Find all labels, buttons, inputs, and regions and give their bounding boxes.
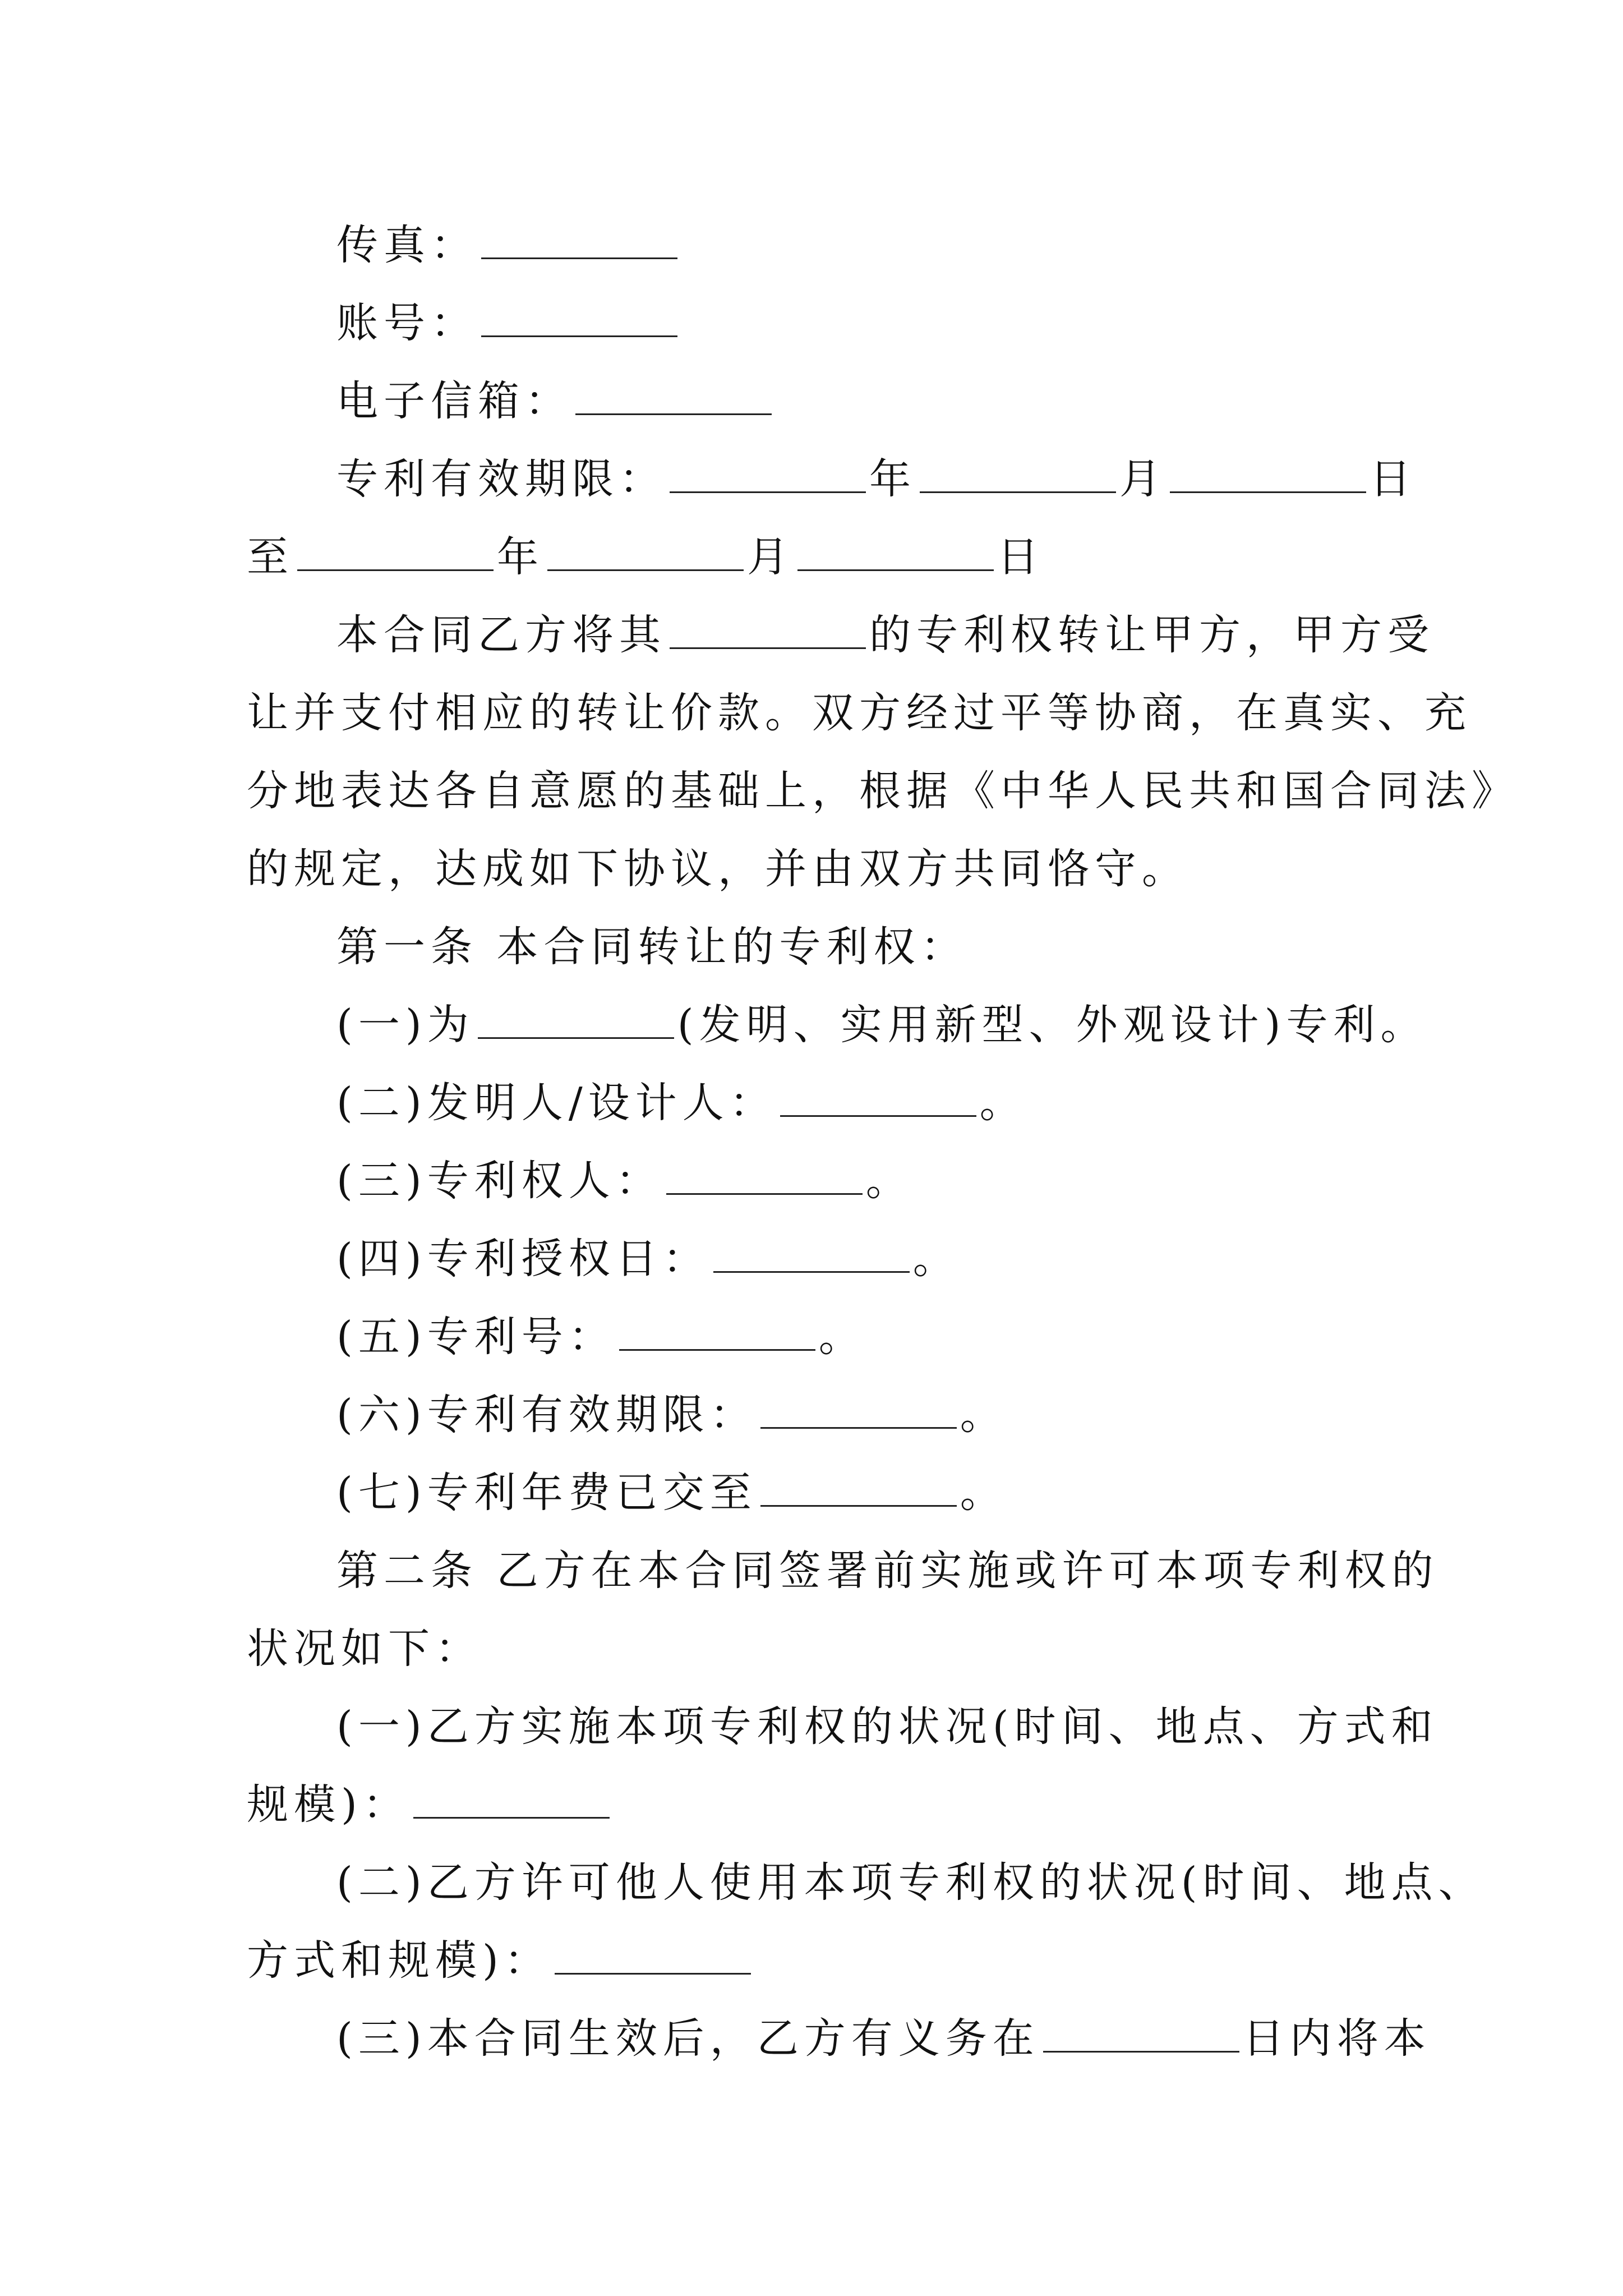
patentee-blank[interactable]	[666, 1154, 863, 1195]
clause-line	[247, 1921, 1402, 2000]
to-day-label: 日	[997, 533, 1044, 581]
day-label: 日	[1370, 455, 1417, 503]
clause-text: (二)乙方许可他人使用本项专利权的状况(时间、地点、	[336, 1858, 1486, 1907]
to-month-blank[interactable]	[547, 530, 744, 571]
annual-fee-blank[interactable]	[760, 1466, 957, 1507]
clause-end: 。	[818, 1313, 866, 1361]
clause-text: (七)专利年费已交至	[336, 1469, 757, 1517]
fax-line	[247, 206, 1402, 284]
clause-end: 。	[865, 1157, 913, 1205]
paragraph-line	[247, 596, 1435, 674]
paragraph-text-2: 的专利权转让甲方，甲方受	[869, 611, 1435, 659]
clause-line	[247, 986, 1428, 1064]
clause-line	[247, 1297, 1402, 1376]
paragraph-text: 分地表达各自意愿的基础上，根据《中华人民共和国合同法》	[247, 767, 1519, 815]
clause-text: 方式和规模)：	[247, 1936, 551, 1985]
email-line	[247, 362, 1402, 440]
to-month-label: 月	[747, 533, 794, 581]
article-title	[247, 908, 1402, 986]
clause-end: 。	[960, 1469, 1007, 1517]
validity-month-blank[interactable]	[920, 452, 1116, 493]
days-blank[interactable]	[1043, 2012, 1239, 2053]
clause-line	[247, 1453, 1402, 1532]
clause-line	[247, 1375, 1402, 1454]
clause-text-2: (发明、实用新型、外观设计)专利。	[677, 1001, 1428, 1049]
article-1-title: 第一条 本合同转让的专利权：	[336, 923, 968, 971]
clause-end: 。	[912, 1235, 960, 1283]
validity-to-line	[247, 518, 1402, 596]
license-blank[interactable]	[555, 1934, 751, 1975]
account-blank[interactable]	[481, 296, 677, 337]
paragraph-text: 状况如下：	[247, 1625, 482, 1673]
clause-text: (四)专利授权日：	[336, 1235, 710, 1283]
clause-line	[247, 1142, 1402, 1220]
patent-validity-blank[interactable]	[760, 1388, 957, 1429]
clause-text: (三)专利权人：	[336, 1157, 663, 1205]
to-day-blank[interactable]	[797, 530, 994, 571]
paragraph-text: 本合同乙方将其	[336, 611, 666, 659]
paragraph-line	[247, 674, 1472, 752]
paragraph-line	[247, 1609, 1402, 1688]
to-year-blank[interactable]	[297, 530, 494, 571]
clause-text: (三)本合同生效后，乙方有义务在	[336, 2014, 1040, 2063]
paragraph-line	[247, 752, 1519, 830]
validity-day-blank[interactable]	[1170, 452, 1366, 493]
patent-number-blank[interactable]	[619, 1310, 815, 1351]
clause-text: (二)发明人/设计人：	[336, 1079, 777, 1127]
paragraph-text: 的规定，达成如下协议，并由双方共同恪守。	[247, 845, 1189, 893]
clause-text-2: 日内将本	[1242, 2014, 1431, 2063]
clause-text: (一)为	[336, 1001, 474, 1049]
clause-line	[247, 1765, 1402, 1844]
validity-year-blank[interactable]	[670, 452, 866, 493]
patent-type-blank[interactable]	[478, 998, 674, 1039]
article-2-title: 第二条 乙方在本合同签署前实施或许可本项专利权的	[336, 1547, 1439, 1595]
fax-label: 传真：	[336, 221, 478, 269]
account-line	[247, 284, 1402, 362]
validity-line	[247, 440, 1417, 518]
to-year-label: 年	[497, 533, 544, 581]
fax-blank[interactable]	[481, 218, 677, 259]
clause-text: (一)乙方实施本项专利权的状况(时间、地点、方式和	[336, 1703, 1438, 1751]
clause-line	[247, 1220, 1402, 1298]
clause-line	[247, 1064, 1402, 1142]
year-label: 年	[869, 455, 916, 503]
clause-end: 。	[979, 1079, 1027, 1127]
email-label: 电子信箱：	[336, 377, 572, 425]
implementation-blank[interactable]	[413, 1778, 610, 1819]
clause-line	[247, 1687, 1438, 1766]
paragraph-text: 让并支付相应的转让价款。双方经过平等协商，在真实、充	[247, 689, 1472, 737]
clause-line	[247, 1999, 1431, 2078]
clause-text: (六)专利有效期限：	[336, 1391, 757, 1439]
paragraph-line	[247, 830, 1402, 908]
inventor-blank[interactable]	[780, 1076, 976, 1117]
grant-date-blank[interactable]	[713, 1232, 910, 1273]
validity-label: 专利有效期限：	[336, 455, 666, 503]
article-title	[247, 1531, 1439, 1610]
clause-line	[247, 1843, 1486, 1922]
clause-text: (五)专利号：	[336, 1313, 616, 1361]
month-label: 月	[1119, 455, 1166, 503]
email-blank[interactable]	[575, 374, 772, 415]
clause-end: 。	[960, 1391, 1007, 1439]
account-label: 账号：	[336, 299, 478, 347]
clause-text: 规模)：	[247, 1780, 410, 1829]
patent-name-blank[interactable]	[670, 608, 866, 649]
to-label: 至	[247, 533, 294, 581]
